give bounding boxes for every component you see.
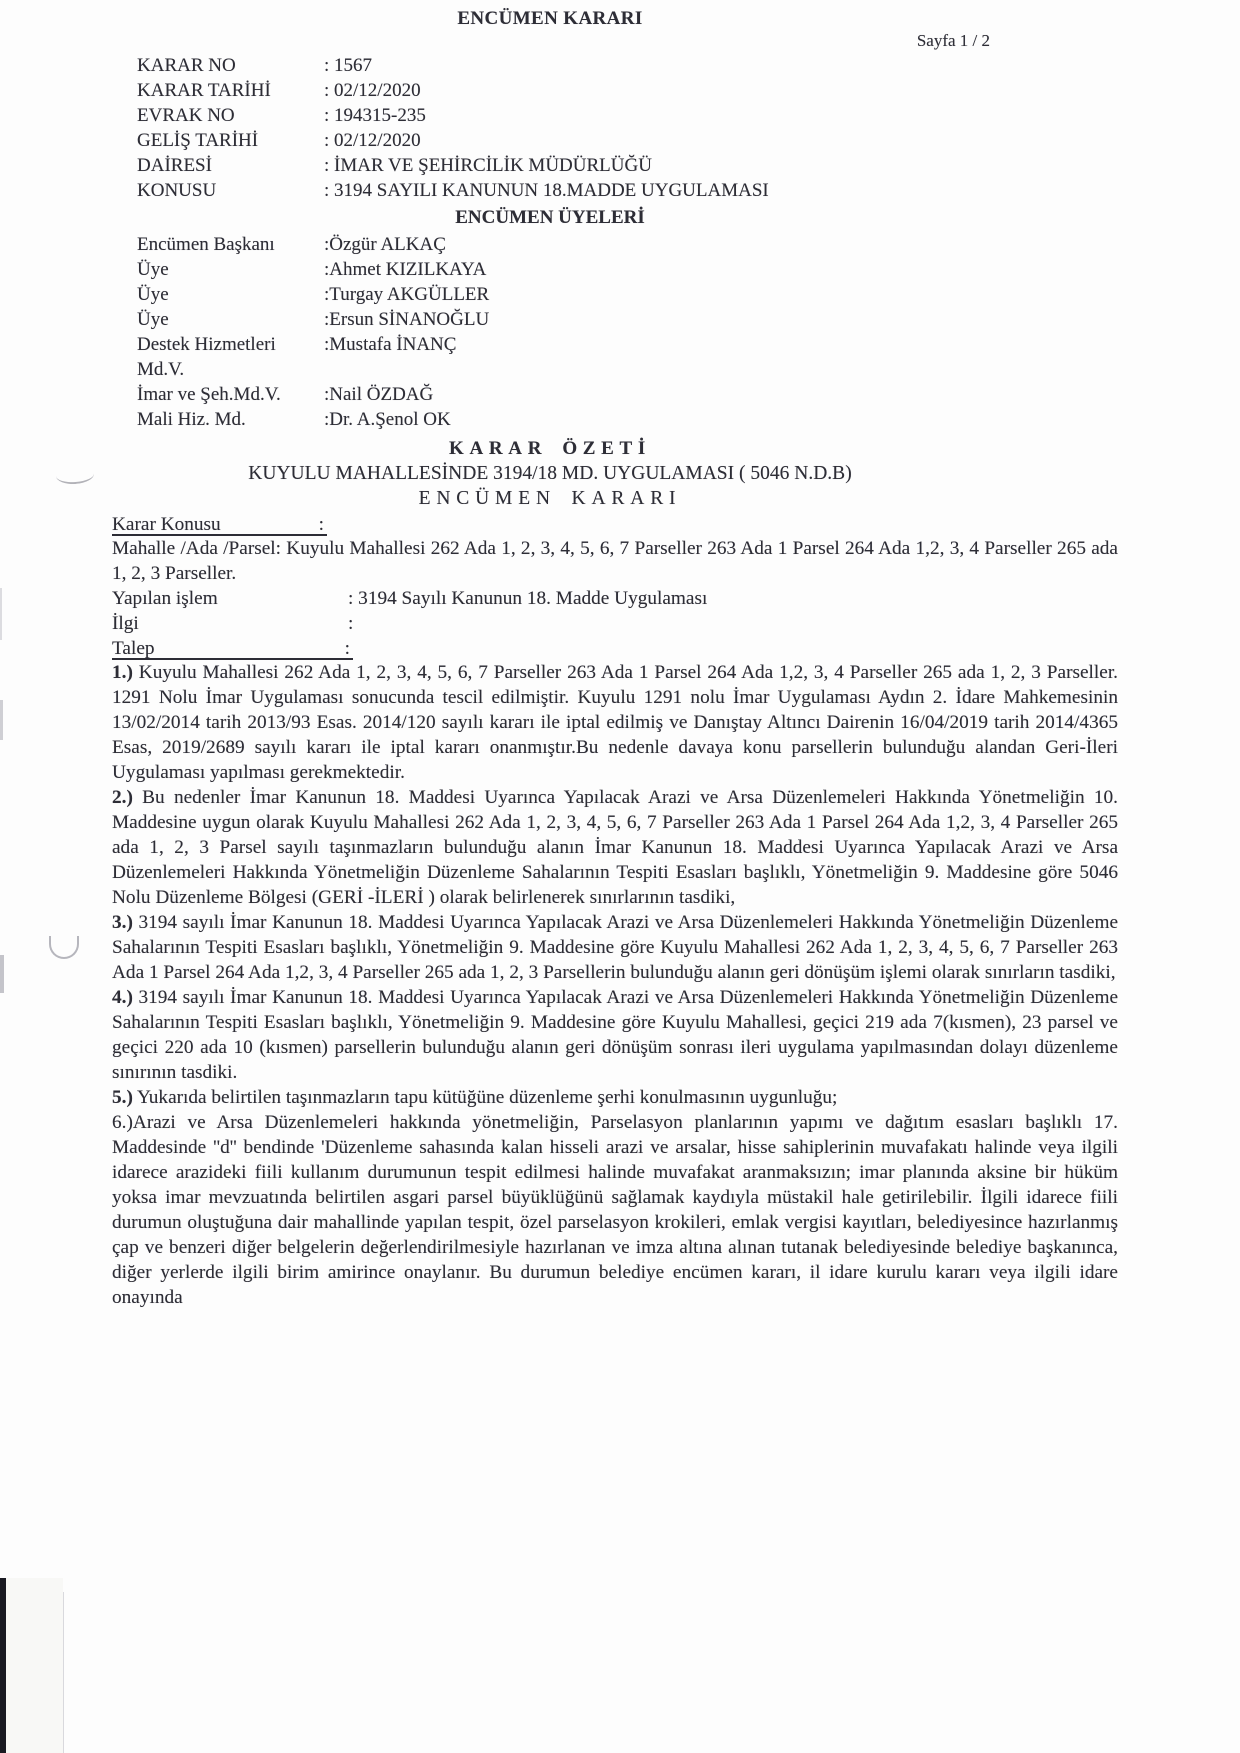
member-role: Encümen Başkanı	[137, 234, 275, 255]
member-row	[137, 332, 1118, 382]
decision-text: Bu nedenler İmar Kanunun 18. Maddesi Uyarınca Yapılacak Arazi ve Arsa Düzenlemeleri Hakkında Yönetmeliğin 10. Maddesine uygun olarak Kuyulu Mahallesi 262 Ada 1, 2, 3, 4, 5, 6, 7 Parseller 263 Ada 1 Parsel 264 Ada 1,2, 3, 4 Parseller 265 ada 1, 2, 3 Parsel sayılı taşınmazların bulunduğu alanın İmar Kanunun 18. Maddesi Uyarınca Yapılacak Arazi ve Arsa Düzenlemeleri Hakkında Yönetmeliğin Düzenleme Sahalarının Tespiti Esasları başlıklı, Yönetmeliğin 9. Maddesine göre 5046 Nolu Düzenleme Bölgesi (GERİ -İLERİ ) olarak belirlenerek sınırlarının tasdiki,	[112, 787, 1118, 908]
karar-konusu-colon: :	[318, 514, 324, 535]
decision-paragraph	[112, 660, 1118, 785]
decision-paragraph	[112, 785, 1118, 910]
member-role: İmar ve Şeh.Md.V.	[137, 384, 281, 405]
member-role: Destek Hizmetleri Md.V.	[137, 334, 276, 380]
member-row	[137, 382, 1118, 407]
scan-edge-smudge-3	[0, 955, 4, 993]
case-info-row	[137, 103, 1118, 128]
yapilan-islem-row	[112, 586, 1118, 611]
talep-row	[112, 636, 1118, 660]
case-info-row	[137, 178, 1118, 203]
scan-edge-shade	[6, 1578, 63, 1753]
document-title: ENCÜMEN KARARI	[457, 8, 643, 29]
case-info-value: : 1567	[324, 55, 373, 76]
decision-number: 5.)	[112, 1087, 133, 1108]
karar-konusu-row	[112, 512, 1118, 536]
case-info-row	[137, 128, 1118, 153]
scan-edge-smudge-2	[0, 700, 3, 740]
yapilan-islem-value: : 3194 Sayılı Kanunun 18. Madde Uygulaması	[348, 588, 708, 609]
case-info-value: : 3194 SAYILI KANUNUN 18.MADDE UYGULAMASI	[324, 180, 769, 201]
case-info-row	[137, 78, 1118, 103]
member-name: :Mustafa İNANÇ	[324, 334, 457, 355]
member-name: :Turgay AKGÜLLER	[324, 284, 490, 305]
member-name: :Özgür ALKAÇ	[324, 234, 446, 255]
case-info-value: : İMAR VE ŞEHİRCİLİK MÜDÜRLÜĞÜ	[324, 155, 652, 176]
case-info-value: : 02/12/2020	[324, 130, 421, 151]
case-info-label: EVRAK NO	[137, 105, 235, 126]
case-info-label: GELİŞ TARİHİ	[137, 130, 259, 151]
summary-subheading: ENCÜMEN KARARI	[418, 488, 682, 509]
karar-konusu-underline	[112, 512, 327, 536]
scan-edge-smudge-1	[0, 588, 2, 640]
ilgi-label: İlgi	[112, 613, 139, 634]
ilgi-row	[112, 611, 1118, 636]
decision-paragraph	[112, 985, 1118, 1085]
decision-number: 6.)	[112, 1112, 133, 1133]
member-row	[137, 307, 1118, 332]
member-role: Üye	[137, 259, 169, 280]
karar-konusu-label: Karar Konusu	[112, 514, 221, 535]
decision-paragraph	[112, 1085, 1118, 1110]
decision-text: Yukarıda belirtilen taşınmazların tapu kütüğüne düzenleme şerhi konulmasının uygunluğu;	[132, 1087, 838, 1108]
mahalle-ada-parsel-line: Mahalle /Ada /Parsel: Kuyulu Mahallesi 262 Ada 1, 2, 3, 4, 5, 6, 7 Parseller 263 Ada 1 Parsel 264 Ada 1,2, 3, 4 Parseller 265 ada 1, 2, 3 Parseller.	[112, 538, 1118, 584]
member-row	[137, 407, 1118, 432]
summary-subject: KUYULU MAHALLESİNDE 3194/18 MD. UYGULAMASI ( 5046 N.D.B)	[248, 463, 852, 484]
members-block	[137, 232, 1118, 432]
summary-heading: KARAR ÖZETİ	[448, 438, 652, 459]
decision-number: 4.)	[112, 987, 133, 1008]
decision-text: Kuyulu Mahallesi 262 Ada 1, 2, 3, 4, 5, 6, 7 Parseller 263 Ada 1 Parsel 264 Ada 1,2, 3, 4 Parseller 265 ada 1, 2, 3 Parseller. 1291 Nolu İmar Uygulaması sonucunda tescil edilmiştir. Kuyulu 1291 nolu İmar Uygulaması Aydın 2. İdare Mahkemesinin 13/02/2014 tarih 2013/93 Esas. 2014/120 sayılı kararı ile iptal edilmiş ve Danıştay Altıncı Dairenin 16/04/2019 tarih 2014/4365 Esas, 2019/2689 sayılı kararı ile iptal kararı onanmıştır.Bu nedenle davaya konu parsellerin bulunduğu alandan Geri-İleri Uygulaması yapılması gerekmektedir.	[112, 662, 1118, 783]
member-name: :Ahmet KIZILKAYA	[324, 259, 487, 280]
member-name: :Ersun SİNANOĞLU	[324, 309, 490, 330]
talep-colon: :	[344, 638, 350, 659]
member-row	[137, 232, 1118, 257]
member-row	[137, 282, 1118, 307]
case-info-row	[137, 53, 1118, 78]
case-info-row	[137, 153, 1118, 178]
case-info-label: KARAR TARİHİ	[137, 80, 271, 101]
yapilan-islem-label: Yapılan işlem	[112, 588, 218, 609]
scan-edge-thin-line	[63, 1592, 64, 1753]
case-info-value: : 194315-235	[324, 105, 426, 126]
decision-text: 3194 sayılı İmar Kanunun 18. Maddesi Uyarınca Yapılacak Arazi ve Arsa Düzenlemeleri Hakkında Yönetmeliğin Düzenleme Sahalarının Tespiti Esasları başlıklı, Yönetmeliğin 9. Maddesine göre Kuyulu Mahallesi 262 Ada 1, 2, 3, 4, 5, 6, 7 Parseller 263 Ada 1 Parsel 264 Ada 1,2, 3, 4 Parseller 265 ada 1, 2, 3 Parsellerin bulunduğu alanın geri dönüşüm işlemi olarak sınırların tasdiki,	[112, 912, 1118, 983]
case-info-label: DAİRESİ	[137, 155, 212, 176]
page-indicator: Sayfa 1 / 2	[916, 31, 990, 50]
decision-paragraph	[112, 910, 1118, 985]
member-name: :Dr. A.Şenol OK	[324, 409, 451, 430]
ilgi-value: :	[348, 613, 354, 634]
decision-number: 3.)	[112, 912, 133, 933]
decision-text: Arazi ve Arsa Düzenlemeleri hakkında yönetmeliğin, Parselasyon planlarının yapımı ve dağıtım esasları başlıklı 17. Maddesinde ''d'' bendinde 'Düzenleme sahasında kalan hisseli arazi ve arsalar, hisse sahiplerinin muvafakatı halinde veya ilgili idarece arazideki fiili kullanım durumunun tespit edilmesi halinde muvafakat aranmaksızın; imar planında aksine bir hüküm yoksa imar mevzuatında belirtilen asgari parsel büyüklüğünü sağlamak kaydıyla müstakil hale getirilebilir. İlgili idarece fiili durumun oluştuğuna dair mahallinde yapılan tespit, özel parselasyon krokileri, emlak vergisi kayıtları, belediyesince hazırlanmış çap ve benzeri diğer belgelerin değerlendirilmesiyle hazırlanan ve imza altına alınan tutanak belediyesinde belediye başkanınca, diğer yerlerde ilgili birim amirince onaylanır. Bu durumun belediye encümen kararı, il idare kurulu kararı veya ilgili idare onayında	[112, 1112, 1118, 1308]
case-info-value: : 02/12/2020	[324, 80, 421, 101]
member-role: Mali Hiz. Md.	[137, 409, 246, 430]
member-row	[137, 257, 1118, 282]
case-info-block	[137, 53, 1118, 203]
case-info-label: KARAR NO	[137, 55, 236, 76]
decision-number: 2.)	[112, 787, 133, 808]
decisions-block	[112, 660, 1118, 1310]
member-name: :Nail ÖZDAĞ	[324, 384, 434, 405]
decision-paragraph	[112, 1110, 1118, 1310]
talep-label: Talep	[112, 638, 155, 659]
scan-edge-black-strip	[0, 1578, 6, 1753]
decision-text: 3194 sayılı İmar Kanunun 18. Maddesi Uyarınca Yapılacak Arazi ve Arsa Düzenlemeleri Hakkında Yönetmeliğin Düzenleme Sahalarının Tespiti Esasları başlıklı, Yönetmeliğin 9. Maddesine göre Kuyulu Mahallesi, geçici 219 ada 7(kısmen), 23 parsel ve geçici 220 ada 10 (kısmen) parsellerin bulunduğu alanın geri dönüşüm sonrası ileri uygulama yapılmasından dolayı düzenleme sınırının tasdiki.	[112, 987, 1118, 1083]
talep-underline	[112, 636, 353, 660]
case-info-label: KONUSU	[137, 180, 217, 201]
decision-number: 1.)	[112, 662, 133, 683]
member-role: Üye	[137, 309, 169, 330]
members-heading: ENCÜMEN ÜYELERİ	[455, 207, 645, 228]
member-role: Üye	[137, 284, 169, 305]
